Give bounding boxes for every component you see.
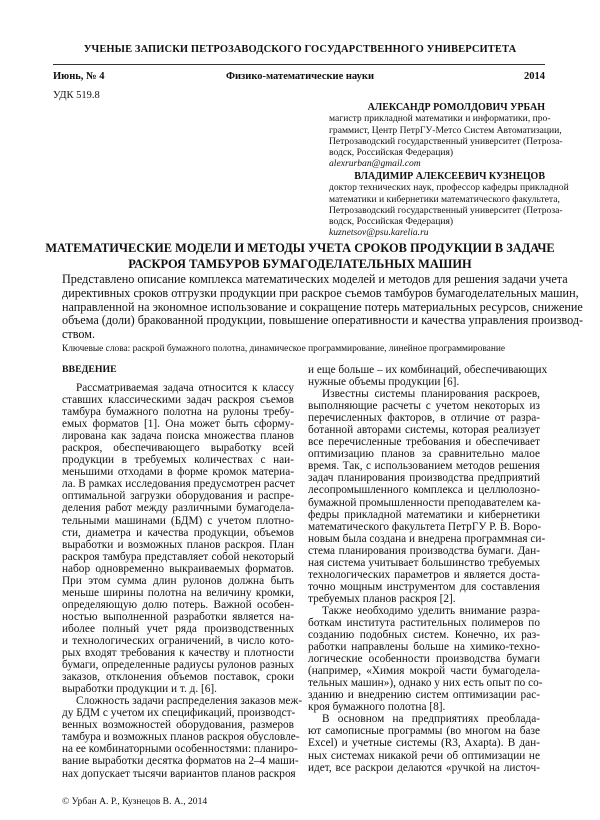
body-line: ностью выполненной разработки является на- <box>62 610 294 623</box>
author-affiliation-line: Петрозаводский государственный университет (Петроза- <box>329 135 563 147</box>
body-line: определяющую долю потерь. Важной особен- <box>62 598 294 611</box>
author-email[interactable]: kuznetsov@psu.karelia.ru <box>329 227 429 239</box>
body-column-left <box>62 364 303 780</box>
journal-title: УЧЕНЫЕ ЗАПИСКИ ПЕТРОЗАВОДСКОГО ГОСУДАРСТВЕННОГО УНИВЕРСИТЕТА <box>83 44 517 55</box>
section-heading: ВВЕДЕНИЕ <box>62 364 117 375</box>
body-line: боткам института растительных полимеров по <box>308 616 540 629</box>
body-line: рых входят требования к качеству и плотности <box>62 647 294 660</box>
body-line: созданию подобных систем. Конечно, их раз- <box>308 629 540 642</box>
abstract-line: направленной на экономное использование и сокращение потерь материальных ресурсов, снижение <box>62 299 583 314</box>
body-line: бумажной промышленности преподавателем ка- <box>308 496 541 509</box>
body-line: емых форматов [1]. Она может быть сформу- <box>62 418 294 431</box>
body-column-right <box>308 364 548 774</box>
body-line: математического факультета ПетрГУ Р. В. Воро- <box>308 520 542 533</box>
body-line: зданию и внедрению систем оптимизации рас- <box>308 689 540 702</box>
udk-code: УДК 519.8 <box>53 90 100 101</box>
keywords: Ключевые слова: раскрой бумажного полотна, динамическое программирование, линейное программирование <box>62 344 506 354</box>
body-line: раскроя тамбура представляет собой некоторый <box>62 550 294 563</box>
abstract-line: Представлено описание комплекса математических моделей и методов для решения задачи учета <box>62 272 568 286</box>
body-line: на ее комбинаторными особенностями: планиро- <box>62 743 298 756</box>
body-line: федры прикладной математики и кибернетики <box>308 508 540 521</box>
body-line: Сложность задачи распределения заказов меж- <box>76 695 303 708</box>
body-line: перечисленных факторов, в отличие от разра- <box>308 412 540 425</box>
body-line: выработки продукции и т. д. [6]. <box>62 683 217 696</box>
body-line: тельных машин»), однако у них есть опыт по со- <box>308 677 543 690</box>
body-line: Рассматриваемая задача относится к классу <box>76 382 294 394</box>
body-line: требуемых планов раскроя [2]. <box>308 592 456 605</box>
body-line: иболее полный учет ряда производственных <box>62 622 294 635</box>
author-affiliation-line: Петрозаводский государственный университет (Петроза- <box>329 204 563 216</box>
body-line: вание выработки десятка форматов на 2–4 маши- <box>62 755 299 768</box>
body-line: идет, все раскрои делаются «ручкой на листоч- <box>308 761 540 774</box>
body-line: задач планирования производства предприятий <box>308 472 540 485</box>
body-line: ных системах никакой речи об оптимизации не <box>308 749 540 762</box>
body-line: ду БДМ с учетом их спецификаций, производст- <box>62 707 296 720</box>
body-line: выполняющие расчеты с учетом некоторых из <box>308 400 540 413</box>
body-line: набор одновременно выкраиваемых форматов. <box>62 562 294 575</box>
title-line: РАСКРОЯ ТАМБУРОВ БУМАГОДЕЛАТЕЛЬНЫХ МАШИН <box>128 257 472 271</box>
body-line: тамбура и возможных планов раскроя обусловле- <box>62 731 300 744</box>
body-line: деления работ между различными бумагодела- <box>62 502 294 515</box>
author-affiliation-line: магистр прикладной математики и информатики, про- <box>329 113 551 125</box>
body-line: меньшими отходами в форме кромок материа- <box>62 466 294 479</box>
body-line: венных возможностей оборудования, размеров <box>62 719 294 732</box>
body-line: точно мощным инструментом для составления <box>308 580 540 593</box>
body-line: и еще больше – их комбинаций, обеспечивающих <box>308 364 548 376</box>
title-line: МАТЕМАТИЧЕСКИЕ МОДЕЛИ И МЕТОДЫ УЧЕТА СРОКОВ ПРОДУКЦИИ В ЗАДАЧЕ <box>45 241 555 255</box>
body-line: (например, «Химия мокрой части бумагодела- <box>308 665 540 678</box>
body-line: ная система учитывает большинство требуемых <box>308 556 540 569</box>
body-line: время. Так, с использованием методов решения <box>308 460 540 473</box>
author-affiliation-line: граммист, Центр ПетрГУ-Метсо Систем Автоматизации, <box>329 124 562 136</box>
body-line: ют самописные программы (во многом на базе <box>308 725 540 738</box>
body-line: кроя бумажного полотна [8]. <box>308 701 446 714</box>
body-line: В основном на предприятиях преоблада- <box>322 713 540 726</box>
issue-number: Июнь, № 4 <box>53 71 105 82</box>
author-affiliation-line: водск, Российская Федерация) <box>329 147 454 159</box>
body-line: ла. В рамках исследования предусмотрен расчет <box>62 478 295 491</box>
body-line: Известны системы планирования раскроев, <box>322 388 540 401</box>
body-line: Также необходимо уделить внимание разра- <box>322 604 540 617</box>
abstract <box>62 272 584 342</box>
body-line: лирована как задача поиска множества планов <box>62 430 294 443</box>
body-line: раскроя, обеспечивающего выработку всей <box>62 442 294 455</box>
body-line: заказов, отклонения объемов поставок, сроки <box>62 671 294 684</box>
body-line: нах допускает тысячи вариантов планов раскроя <box>62 767 296 780</box>
body-line: оптимальной загрузки оборудования и распре- <box>62 490 294 503</box>
body-line: технологических параметров и является доста- <box>308 568 540 581</box>
author-block <box>329 102 563 170</box>
body-line: все перечисленные требования и обеспечивает <box>308 436 540 449</box>
body-line: бумаги, определенные радиусы рулонов разных <box>62 659 294 672</box>
section-name: Физико-математические науки <box>225 71 374 82</box>
author-name: АЛЕКСАНДР РОМОЛДОВИЧ УРБАН <box>367 102 545 113</box>
year: 2014 <box>524 71 545 82</box>
abstract-line: директивных сроков отгрузки продукции при раскрое съемов тамбуров бумагоделательных машин, <box>62 285 579 300</box>
body-line: ставших классическими задач раскроя съемов <box>62 394 294 407</box>
body-line: тамбура бумажного полотна на рулоны требу- <box>62 406 294 419</box>
body-line: логические особенности производства бумаги <box>308 653 540 666</box>
body-line: меньше ширины полотна на величину кромки, <box>62 586 294 599</box>
author-email[interactable]: alexrurban@gmail.com <box>329 158 421 170</box>
body-line: стема планирования производства бумаги. Дан- <box>308 544 540 557</box>
abstract-line: объема (доли) бракованной продукции, повышение оперативности и качества управления производ- <box>62 313 584 328</box>
body-line: новым была создана и внедрена программная си- <box>308 532 546 545</box>
body-line: сти, диаметра и качества продукции, объемов <box>62 526 294 539</box>
body-line: продукции в требуемых количествах с наи- <box>62 454 294 467</box>
header-rule <box>53 64 545 65</box>
copyright: © Урбан А. Р., Кузнецов В. А., 2014 <box>62 796 208 807</box>
body-line: выработки и возможных планов раскроя. План <box>62 538 294 551</box>
abstract-line: ством. <box>62 327 96 342</box>
body-line: оптимизацию планов за сравнительно малое <box>308 448 540 461</box>
body-line: Excel) и учетные системы (R3, Axapta). В дан- <box>308 737 540 750</box>
body-line: ботанной авторами системы, которая реализует <box>308 424 540 437</box>
author-name: ВЛАДИМИР АЛЕКСЕЕВИЧ КУЗНЕЦОВ <box>354 171 545 182</box>
author-affiliation-line: доктор технических наук, профессор кафедры прикладной <box>329 182 569 194</box>
body-line: работки направлены больше на химико-техно- <box>308 641 540 654</box>
author-affiliation-line: математики и кибернетики математического факультета, <box>329 193 560 205</box>
body-line: и технологических ограничений, в число кото- <box>62 634 294 647</box>
article-title <box>0 240 600 272</box>
body-line: лесопромышленного комплекса и целлюлозно- <box>308 484 540 497</box>
body-line: нужные объемы продукции [6]. <box>308 376 460 389</box>
body-line: При этом сумма длин рулонов должна быть <box>62 574 294 587</box>
body-line: тельными машинами (БДМ) с учетом плотно- <box>62 514 294 527</box>
author-affiliation-line: водск, Российская Федерация) <box>329 216 454 228</box>
author-block <box>329 171 569 239</box>
